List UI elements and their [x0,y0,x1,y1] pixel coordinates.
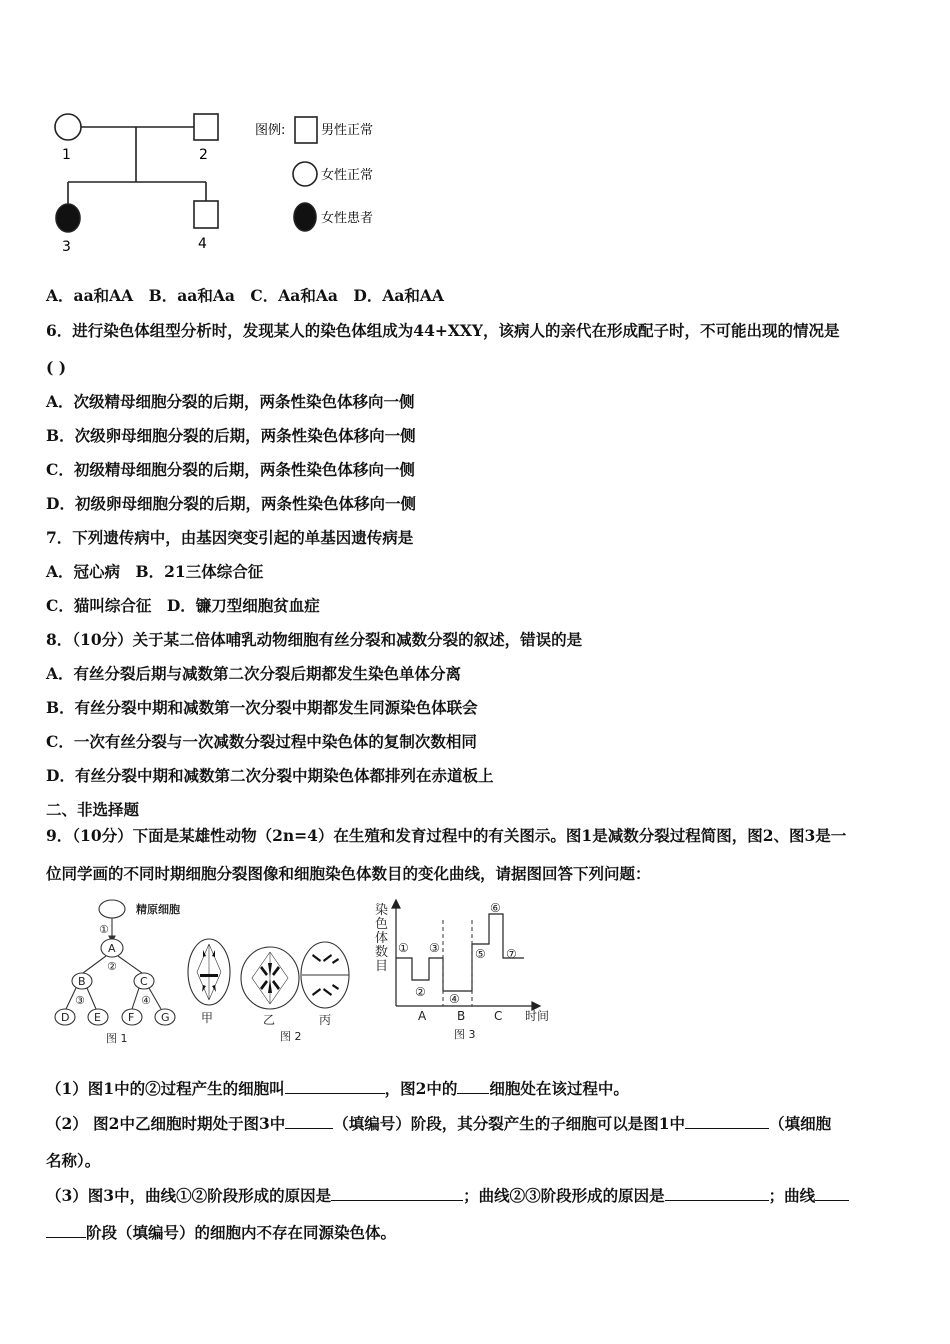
q6-paren: ( ) [46,358,67,377]
fig1-step-3: ③ [75,994,85,1007]
fig1-label-d: D [61,1011,70,1024]
q9-part1-text-b: ，图2中的 [384,1079,458,1098]
fig2-label-bing: 丙 [319,1013,332,1027]
q9-part1-blank-1[interactable] [285,1078,385,1094]
q8-option-b: B．有丝分裂中期和减数第一次分裂中期都发生同源染色体联会 [46,698,478,717]
q8-stem: 8．（10分）关于某二倍体哺乳动物细胞有丝分裂和减数分裂的叙述，错误的是 [46,630,583,649]
q8-option-c: C．一次有丝分裂与一次减数分裂过程中染色体的复制次数相同 [46,732,477,751]
legend-female-affected-label: 女性患者 [321,211,374,226]
q9-part3-cont [46,1222,396,1243]
fig1-label-f: F [128,1011,135,1024]
legend-female-affected-symbol [294,203,316,231]
q8-option-d: D．有丝分裂中期和减数第二次分裂中期染色体都排列在赤道板上 [46,766,494,785]
legend-female-normal-symbol [293,162,317,186]
fig3-ylabel-1: 染 [375,903,389,918]
fig1-label-e: E [94,1011,101,1024]
q9-part3-blank-3a[interactable] [815,1185,849,1201]
fig3-ylabel-3: 体 [375,931,389,946]
q9-part1-blank-2[interactable] [457,1078,489,1094]
q8-option-a: A．有丝分裂后期与减数第二次分裂后期都发生染色单体分离 [46,664,462,683]
q9-part3-blank-1[interactable] [331,1185,463,1201]
fig3-x-label-time: 时间 [525,1009,550,1023]
q9-part2-text-c: （填细胞 [769,1114,832,1133]
fig1-step-4: ④ [141,994,151,1007]
figure-3-chromosome-curve [372,896,562,1044]
fig1-label-b: B [78,975,86,988]
individual-3-affected-female [56,204,80,232]
q6-stem: 6．进行染色体组型分析时，发现某人的染色体组成为44+XXY，该病人的亲代在形成配子时，不可能出现的情况是 [46,321,840,340]
q9-part3 [46,1185,849,1206]
fig1-caption: 图 1 [106,1032,128,1045]
fig1-top-label: 精原细胞 [136,903,180,916]
fig1-label-c: C [140,975,148,988]
fig3-x-label-b: B [457,1009,466,1023]
fig3-marker-4: ④ [449,992,460,1006]
q9-stem-line2: 位同学画的不同时期细胞分裂图像和细胞染色体数目的变化曲线，请据图回答下列问题： [46,864,651,883]
q5-options: A．aa和AA B．aa和Aa C．Aa和Aa D．Aa和AA [46,286,444,305]
fig2-label-yi: 乙 [263,1013,276,1027]
q6-option-a: A．次级精母细胞分裂的后期，两条性染色体移向一侧 [46,392,415,411]
fig3-ylabel-5: 目 [375,959,389,974]
q9-part3-text-c: ；曲线 [768,1186,816,1205]
q9-part1-text-c: 细胞处在该过程中。 [489,1079,629,1098]
fig1-label-g: G [161,1011,170,1024]
individual-1-circle [55,114,81,140]
q9-part2-cont: 名称）。 [46,1151,101,1170]
pedigree-figure [40,100,380,260]
fig3-caption: 图 3 [454,1028,476,1041]
q7-options-ab: A．冠心病 B．21三体综合征 [46,562,264,581]
q9-part2 [46,1113,831,1134]
legend-male-normal-label: 男性正常 [321,123,374,138]
legend-female-normal-label: 女性正常 [321,168,374,183]
fig1-label-a: A [108,942,116,955]
q9-part1 [46,1078,629,1099]
figure-1-meiosis-diagram [46,896,186,1048]
fig3-marker-5: ⑤ [475,947,486,961]
section-2-heading: 二、非选择题 [46,800,140,819]
individual-1-label: 1 [62,147,71,163]
q6-option-c: C．初级精母细胞分裂的后期，两条性染色体移向一侧 [46,460,415,479]
chromosome-count-curve [396,914,524,991]
q9-stem-line1: 9．（10分）下面是某雄性动物（2n=4）在生殖和发育过程中的有关图示。图1是减数分裂过程简图，图2、图3是一 [46,826,847,845]
individual-2-label: 2 [199,147,208,163]
fig2-caption: 图 2 [280,1030,302,1043]
fig2-label-jia: 甲 [201,1011,214,1025]
spermatogonium-cell [99,900,125,918]
q9-part3-text-b: ；曲线②③阶段形成的原因是 [463,1186,665,1205]
q9-part2-text-a: （2） 图2中乙细胞时期处于图3中 [46,1114,286,1133]
fig3-ylabel-2: 色 [375,917,389,932]
fig3-marker-3: ③ [429,941,440,955]
individual-3-label: 3 [62,239,71,255]
q9-part2-text-b: （填编号）阶段，其分裂产生的子细胞可以是图1中 [333,1114,686,1133]
q9-part3-blank-2[interactable] [665,1185,769,1201]
q6-option-d: D．初级卵母细胞分裂的后期，两条性染色体移向一侧 [46,494,416,513]
fig3-ylabel-4: 数 [375,945,389,960]
legend-title: 图例: [255,123,286,138]
q7-options-cd: C．猫叫综合征 D．镰刀型细胞贫血症 [46,596,320,615]
q9-part2-blank-1[interactable] [285,1113,333,1129]
fig3-x-label-c: C [494,1009,503,1023]
fig3-marker-1: ① [398,941,409,955]
fig3-x-label-a: A [418,1009,427,1023]
legend-male-symbol [295,117,317,143]
q6-option-b: B．次级卵母细胞分裂的后期，两条性染色体移向一侧 [46,426,416,445]
fig1-step-1: ① [99,923,109,936]
figure-2-cell-images [182,928,357,1048]
q9-part2-blank-2[interactable] [685,1113,769,1129]
fig3-marker-2: ② [415,985,426,999]
q9-part1-text-a: （1）图1中的②过程产生的细胞叫 [46,1079,285,1098]
individual-4-label: 4 [198,236,207,252]
individual-2-square [194,114,218,140]
q9-part3-blank-3b[interactable] [46,1222,86,1238]
fig1-step-2: ② [107,960,117,973]
individual-4-square [194,201,218,228]
q7-stem: 7．下列遗传病中，由基因突变引起的单基因遗传病是 [46,528,414,547]
fig3-marker-7: ⑦ [506,947,517,961]
fig3-marker-6: ⑥ [490,901,501,915]
q9-part3-text-d: 阶段（填编号）的细胞内不存在同源染色体。 [86,1223,397,1242]
q9-part3-text-a: （3）图3中，曲线①②阶段形成的原因是 [46,1186,332,1205]
